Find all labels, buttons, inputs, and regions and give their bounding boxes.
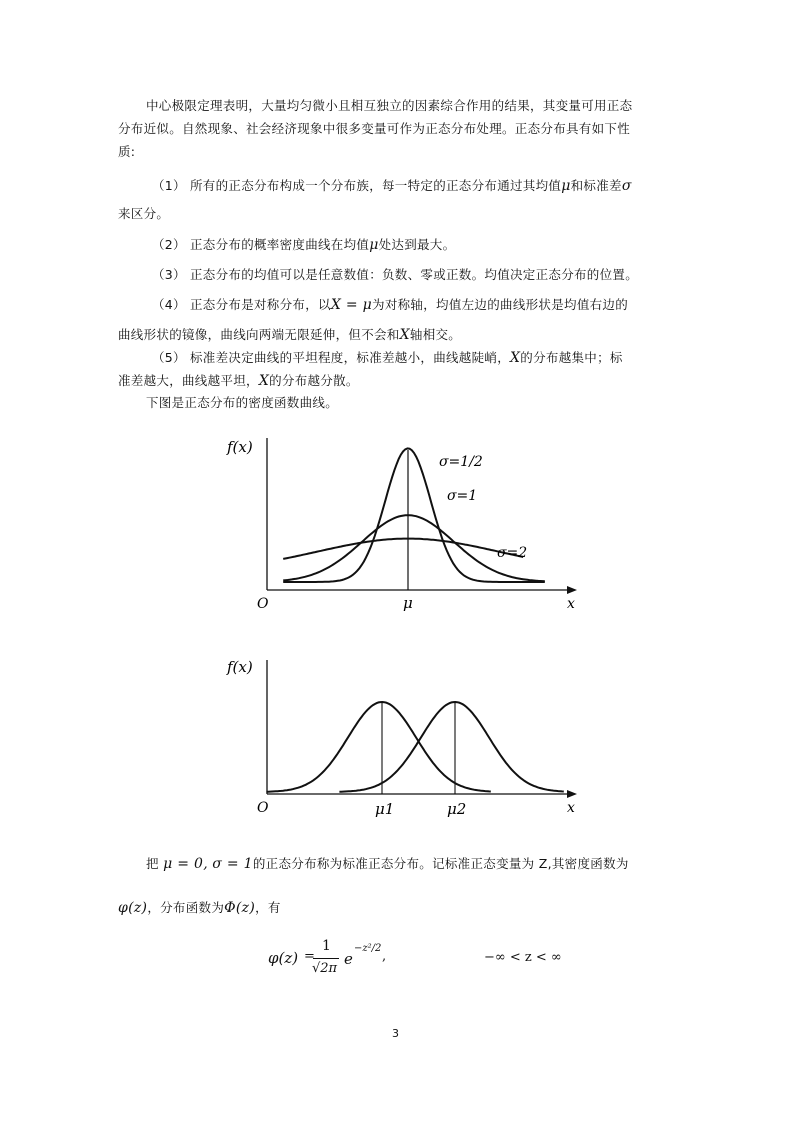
figure-caption: 下图是正态分布的密度函数曲线。: [146, 395, 339, 410]
item-5-line-2: [118, 371, 359, 391]
item-4-line2-b: 轴相交。: [409, 327, 462, 342]
fraction-bar: [313, 958, 339, 959]
item-3-number: （3）: [152, 267, 186, 282]
intro-line-2: 分布近似。自然现象、社会经济现象中很多变量可作为正态分布处理。正态分布具有如下性: [118, 121, 631, 136]
x-axis-label: x: [567, 800, 575, 816]
item-1-line-1: [152, 176, 632, 196]
std-normal-text-c: ，分布函数为: [147, 900, 225, 915]
mu-equals-zero: μ = 0,: [163, 856, 208, 872]
x-symbol: X: [510, 350, 521, 366]
item-4-line-1: [152, 295, 628, 315]
sigma-symbol: σ: [621, 178, 632, 194]
item-2-number: （2）: [152, 237, 186, 252]
item-5-text-b: 的分布越集中；标: [520, 350, 623, 365]
x-tick-label-mu2: μ2: [447, 800, 467, 818]
x-axis-label: x: [567, 596, 575, 612]
formula-exponent: −z²/2: [354, 943, 382, 954]
page-number: 3: [392, 1027, 400, 1040]
curve-mean-mu2: [339, 702, 563, 792]
std-normal-text-a: 把: [146, 856, 159, 871]
item-1-text-a: 所有的正态分布构成一个分布族，每一特定的正态分布通过其均值: [190, 178, 562, 193]
symmetry-axis-eq: X = μ: [330, 297, 373, 313]
formula-comma: ,: [382, 949, 387, 964]
item-5-line2-b: 的分布越分散。: [269, 373, 359, 388]
formula-exp-base: e: [344, 950, 353, 968]
normal-curves-varying-sigma-chart: [225, 428, 590, 618]
mu-symbol: μ: [561, 178, 571, 194]
phi-symbol: φ(z): [118, 900, 148, 916]
x-tick-label-mu: μ: [403, 594, 413, 612]
x-symbol: X: [399, 327, 410, 343]
item-2-text-a: 正态分布的概率密度曲线在均值: [190, 237, 370, 252]
formula-lhs: φ(z): [268, 949, 299, 967]
x-tick-label-mu1: μ1: [375, 800, 395, 818]
x-axis-arrow-icon: [567, 790, 577, 798]
item-4-text-a: 正态分布是对称分布，以: [190, 297, 331, 312]
x-axis-arrow-icon: [567, 586, 577, 594]
intro-line-1: 中心极限定理表明，大量均匀微小且相互独立的因素综合作用的结果，其变量可用正态: [146, 98, 633, 113]
item-2-text-b: 处达到最大。: [378, 237, 456, 252]
normal-curves-varying-mu-chart: [225, 650, 590, 835]
formula-denominator: √2π: [312, 961, 338, 976]
formula-numerator: 1: [322, 938, 331, 954]
mu-symbol: μ: [369, 237, 379, 253]
legend-sigma-two: σ=2: [497, 545, 528, 561]
std-normal-text-d: ，有: [255, 900, 281, 915]
std-normal-line-1: [146, 854, 629, 874]
item-5-text-a: 标准差决定曲线的平坦程度，标准差越小，曲线越陡峭，: [190, 350, 511, 365]
density-formula: [268, 938, 588, 984]
cap-phi-symbol: Φ(z): [224, 900, 256, 916]
std-normal-text-b: 的正态分布称为标准正态分布。记标准正态变量为 Z,其密度函数为: [252, 856, 629, 871]
legend-sigma-one: σ=1: [447, 488, 478, 504]
x-symbol: X: [258, 373, 270, 389]
intro-line-3: 质:: [118, 144, 136, 159]
item-2: [152, 235, 455, 255]
item-5-line-1: [152, 348, 623, 368]
item-1-number: （1）: [152, 178, 186, 193]
item-3-text: 正态分布的均值可以是任意数值：负数、零或正数。均值决定正态分布的位置。: [190, 267, 639, 282]
y-axis-label: f(x): [227, 438, 253, 456]
item-1-text-b: 和标准差: [570, 178, 622, 193]
item-4-line-2: [118, 325, 461, 345]
origin-label: O: [257, 596, 269, 612]
formula-equals: =: [304, 949, 315, 964]
item-1-line-2: 来区分。: [118, 206, 170, 221]
item-3: [152, 265, 638, 285]
item-5-line2-a: 准差越大，曲线越平坦，: [118, 373, 259, 388]
legend-sigma-half: σ=1/2: [439, 454, 483, 470]
curve-mean-mu1: [266, 702, 490, 792]
y-axis-label: f(x): [227, 658, 253, 676]
item-5-number: （5）: [152, 350, 186, 365]
item-4-line2-a: 曲线形状的镜像，曲线向两端无限延伸，但不会和: [118, 327, 400, 342]
formula-range: −∞ < z < ∞: [484, 950, 562, 965]
origin-label: O: [257, 800, 269, 816]
item-4-number: （4）: [152, 297, 186, 312]
sigma-equals-one: σ = 1: [212, 856, 253, 872]
item-4-text-b: 为对称轴，均值左边的曲线形状是均值右边的: [372, 297, 629, 312]
curve-sigma-two: [283, 539, 523, 559]
std-normal-line-2: [118, 898, 281, 918]
